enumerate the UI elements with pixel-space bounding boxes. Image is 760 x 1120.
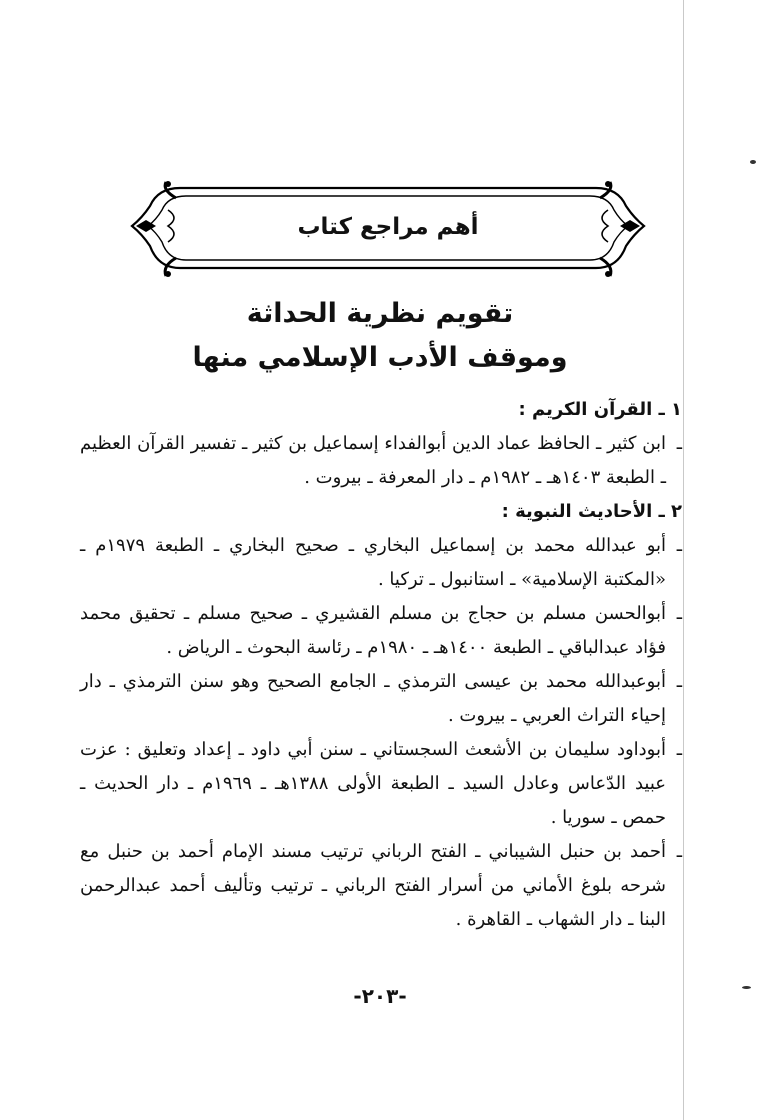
book-title-line-1: تقويم نظرية الحداثة xyxy=(246,298,514,329)
reference-entry xyxy=(80,427,682,495)
entry-text: ابن كثير ـ الحافظ عماد الدين أبوالفداء إسماعيل بن كثير ـ تفسير القرآن العظيم ـ الطبعة ١٤٠٣هـ ـ ١٩٨٢م ـ دار المعرفة ـ بيروت . xyxy=(80,433,666,488)
page-number: -٢٠٣- xyxy=(353,984,407,1008)
entry-dash: ـ xyxy=(676,433,682,454)
references-list xyxy=(80,393,682,937)
entry-text: أحمد بن حنبل الشيباني ـ الفتح الرباني ترتيب مسند الإمام أحمد بن حنبل مع شرحه بلوغ الأماني من أسرار الفتح الرباني ـ ترتيب وتأليف أحمد عبدالرحمن البنا ـ دار الشهاب ـ القاهرة . xyxy=(80,841,666,930)
entry-dash: ـ xyxy=(676,603,682,624)
entry-dash: ـ xyxy=(676,671,682,692)
section-heading: ١ ـ القرآن الكريم : xyxy=(518,399,682,420)
edge-mark xyxy=(750,160,756,164)
reference-entry xyxy=(80,733,682,835)
section-heading: ٢ ـ الأحاديث النبوية : xyxy=(501,501,682,522)
reference-entry xyxy=(80,665,682,733)
reference-entry xyxy=(80,597,682,665)
book-title-line-2: وموقف الأدب الإسلامي منها xyxy=(192,342,568,373)
section-quran xyxy=(80,393,682,495)
page-edge-line xyxy=(683,0,684,1120)
entry-dash: ـ xyxy=(676,739,682,760)
entry-dash: ـ xyxy=(676,841,682,862)
entry-text: أبوداود سليمان بن الأشعث السجستاني ـ سنن أبي داود ـ إعداد وتعليق : عزت عبيد الدّعاس وعادل السيد ـ الطبعة الأولى ١٣٨٨هـ ـ ١٩٦٩م ـ دار الحديث ـ حمص ـ سوريا . xyxy=(80,739,666,828)
entry-text: أبو عبدالله محمد بن إسماعيل البخاري ـ صحيح البخاري ـ الطبعة ١٩٧٩م ـ «المكتبة الإسلامية» ـ استانبول ـ تركيا . xyxy=(80,535,666,590)
entry-text: أبوالحسن مسلم بن حجاج بن مسلم القشيري ـ صحيح مسلم ـ تحقيق محمد فؤاد عبدالباقي ـ الطبعة ١٤٠٠هـ ـ ١٩٨٠م ـ رئاسة البحوث ـ الرياض . xyxy=(80,603,666,658)
banner-title: أهم مراجع كتاب xyxy=(297,214,479,240)
section-hadith xyxy=(80,495,682,937)
entry-text: أبوعبدالله محمد بن عيسى الترمذي ـ الجامع الصحيح وهو سنن الترمذي ـ دار إحياء التراث العربي ـ بيروت . xyxy=(80,671,666,726)
reference-entry xyxy=(80,835,682,937)
entry-dash: ـ xyxy=(676,535,682,556)
title-banner xyxy=(128,180,648,278)
reference-entry xyxy=(80,529,682,597)
